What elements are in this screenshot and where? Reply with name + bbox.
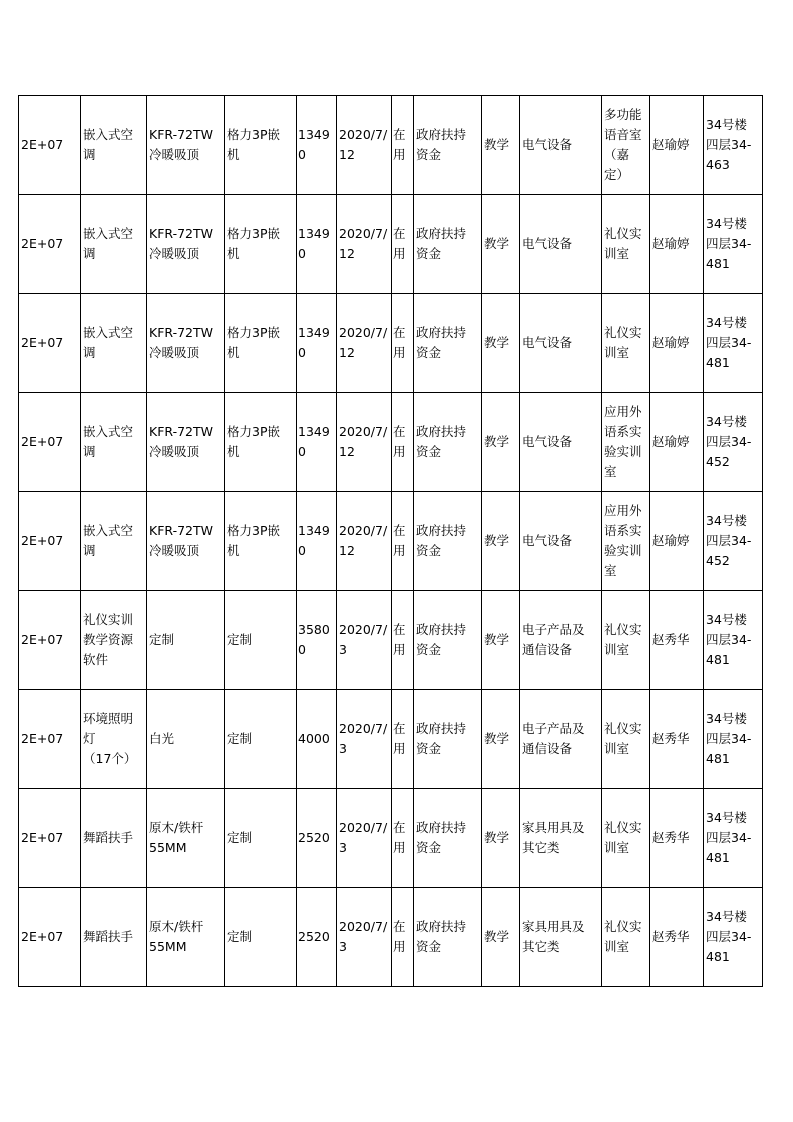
asset-id-cell: 2E+07	[19, 888, 81, 987]
category-cell: 电气设备	[520, 294, 602, 393]
spec-cell: 格力3P嵌 机	[225, 195, 297, 294]
keeper-cell: 赵瑜婷	[650, 294, 704, 393]
keeper-cell: 赵瑜婷	[650, 96, 704, 195]
funding-cell: 政府扶持 资金	[414, 888, 482, 987]
usage-cell: 教学	[482, 96, 520, 195]
table-row	[19, 591, 763, 690]
spec-cell: 格力3P嵌 机	[225, 492, 297, 591]
category-cell: 电气设备	[520, 492, 602, 591]
usage-cell: 教学	[482, 888, 520, 987]
spec-cell: 格力3P嵌 机	[225, 96, 297, 195]
price-cell: 13490	[297, 294, 337, 393]
keeper-cell: 赵秀华	[650, 690, 704, 789]
location-cell: 礼仪实 训室	[602, 294, 650, 393]
keeper-cell: 赵秀华	[650, 789, 704, 888]
date-cell: 2020/7/ 12	[337, 96, 392, 195]
keeper-cell: 赵秀华	[650, 888, 704, 987]
date-cell: 2020/7/ 12	[337, 195, 392, 294]
price-cell: 4000	[297, 690, 337, 789]
funding-cell: 政府扶持 资金	[414, 96, 482, 195]
model-cell: KFR-72TW 冷暖吸顶	[147, 195, 225, 294]
asset-table	[18, 95, 763, 987]
category-cell: 电气设备	[520, 393, 602, 492]
date-cell: 2020/7/ 3	[337, 690, 392, 789]
price-cell: 2520	[297, 789, 337, 888]
spec-cell: 格力3P嵌 机	[225, 393, 297, 492]
table-row	[19, 690, 763, 789]
model-cell: 定制	[147, 591, 225, 690]
table-row	[19, 888, 763, 987]
model-cell: 原木/铁杆 55MM	[147, 888, 225, 987]
model-cell: 白光	[147, 690, 225, 789]
category-cell: 电气设备	[520, 96, 602, 195]
usage-cell: 教学	[482, 690, 520, 789]
usage-cell: 教学	[482, 591, 520, 690]
table-row	[19, 789, 763, 888]
table-row	[19, 195, 763, 294]
funding-cell: 政府扶持 资金	[414, 492, 482, 591]
date-cell: 2020/7/ 3	[337, 789, 392, 888]
spec-cell: 定制	[225, 591, 297, 690]
date-cell: 2020/7/ 12	[337, 294, 392, 393]
asset-name-cell: 嵌入式空 调	[81, 393, 147, 492]
price-cell: 2520	[297, 888, 337, 987]
category-cell: 电气设备	[520, 195, 602, 294]
usage-cell: 教学	[482, 492, 520, 591]
asset-id-cell: 2E+07	[19, 393, 81, 492]
status-cell: 在 用	[392, 294, 414, 393]
price-cell: 13490	[297, 393, 337, 492]
spec-cell: 格力3P嵌 机	[225, 294, 297, 393]
category-cell: 家具用具及 其它类	[520, 789, 602, 888]
category-cell: 家具用具及 其它类	[520, 888, 602, 987]
status-cell: 在 用	[392, 888, 414, 987]
keeper-cell: 赵瑜婷	[650, 195, 704, 294]
location-cell: 礼仪实 训室	[602, 789, 650, 888]
table-row	[19, 492, 763, 591]
keeper-cell: 赵瑜婷	[650, 492, 704, 591]
asset-id-cell: 2E+07	[19, 294, 81, 393]
spec-cell: 定制	[225, 888, 297, 987]
status-cell: 在 用	[392, 591, 414, 690]
funding-cell: 政府扶持 资金	[414, 393, 482, 492]
category-cell: 电子产品及 通信设备	[520, 690, 602, 789]
place-cell: 34号楼 四层34- 452	[704, 393, 763, 492]
asset-id-cell: 2E+07	[19, 690, 81, 789]
funding-cell: 政府扶持 资金	[414, 195, 482, 294]
asset-name-cell: 嵌入式空 调	[81, 96, 147, 195]
keeper-cell: 赵瑜婷	[650, 393, 704, 492]
location-cell: 礼仪实 训室	[602, 591, 650, 690]
usage-cell: 教学	[482, 195, 520, 294]
status-cell: 在 用	[392, 96, 414, 195]
place-cell: 34号楼 四层34- 481	[704, 195, 763, 294]
spec-cell: 定制	[225, 789, 297, 888]
asset-name-cell: 嵌入式空 调	[81, 195, 147, 294]
location-cell: 应用外 语系实 验实训 室	[602, 492, 650, 591]
location-cell: 礼仪实 训室	[602, 888, 650, 987]
keeper-cell: 赵秀华	[650, 591, 704, 690]
asset-id-cell: 2E+07	[19, 591, 81, 690]
location-cell: 礼仪实 训室	[602, 195, 650, 294]
asset-id-cell: 2E+07	[19, 96, 81, 195]
place-cell: 34号楼 四层34- 481	[704, 591, 763, 690]
price-cell: 13490	[297, 492, 337, 591]
price-cell: 35800	[297, 591, 337, 690]
date-cell: 2020/7/ 3	[337, 591, 392, 690]
table-row	[19, 96, 763, 195]
price-cell: 13490	[297, 96, 337, 195]
usage-cell: 教学	[482, 393, 520, 492]
place-cell: 34号楼 四层34- 481	[704, 690, 763, 789]
asset-name-cell: 环境照明 灯 （17个）	[81, 690, 147, 789]
status-cell: 在 用	[392, 789, 414, 888]
funding-cell: 政府扶持 资金	[414, 690, 482, 789]
date-cell: 2020/7/ 3	[337, 888, 392, 987]
asset-name-cell: 嵌入式空 调	[81, 492, 147, 591]
place-cell: 34号楼 四层34- 463	[704, 96, 763, 195]
spec-cell: 定制	[225, 690, 297, 789]
funding-cell: 政府扶持 资金	[414, 591, 482, 690]
usage-cell: 教学	[482, 789, 520, 888]
model-cell: KFR-72TW 冷暖吸顶	[147, 393, 225, 492]
model-cell: 原木/铁杆 55MM	[147, 789, 225, 888]
place-cell: 34号楼 四层34- 452	[704, 492, 763, 591]
funding-cell: 政府扶持 资金	[414, 294, 482, 393]
asset-name-cell: 舞蹈扶手	[81, 888, 147, 987]
category-cell: 电子产品及 通信设备	[520, 591, 602, 690]
date-cell: 2020/7/ 12	[337, 492, 392, 591]
asset-id-cell: 2E+07	[19, 195, 81, 294]
status-cell: 在 用	[392, 492, 414, 591]
location-cell: 礼仪实 训室	[602, 690, 650, 789]
funding-cell: 政府扶持 资金	[414, 789, 482, 888]
date-cell: 2020/7/ 12	[337, 393, 392, 492]
place-cell: 34号楼 四层34- 481	[704, 294, 763, 393]
location-cell: 应用外 语系实 验实训 室	[602, 393, 650, 492]
location-cell: 多功能 语音室 （嘉 定）	[602, 96, 650, 195]
price-cell: 13490	[297, 195, 337, 294]
model-cell: KFR-72TW 冷暖吸顶	[147, 294, 225, 393]
asset-name-cell: 礼仪实训 教学资源 软件	[81, 591, 147, 690]
place-cell: 34号楼 四层34- 481	[704, 789, 763, 888]
status-cell: 在 用	[392, 690, 414, 789]
table-row	[19, 393, 763, 492]
usage-cell: 教学	[482, 294, 520, 393]
place-cell: 34号楼 四层34- 481	[704, 888, 763, 987]
model-cell: KFR-72TW 冷暖吸顶	[147, 96, 225, 195]
table-row	[19, 294, 763, 393]
model-cell: KFR-72TW 冷暖吸顶	[147, 492, 225, 591]
asset-table-body	[19, 96, 763, 987]
status-cell: 在 用	[392, 195, 414, 294]
status-cell: 在 用	[392, 393, 414, 492]
asset-id-cell: 2E+07	[19, 492, 81, 591]
asset-name-cell: 舞蹈扶手	[81, 789, 147, 888]
asset-id-cell: 2E+07	[19, 789, 81, 888]
asset-name-cell: 嵌入式空 调	[81, 294, 147, 393]
